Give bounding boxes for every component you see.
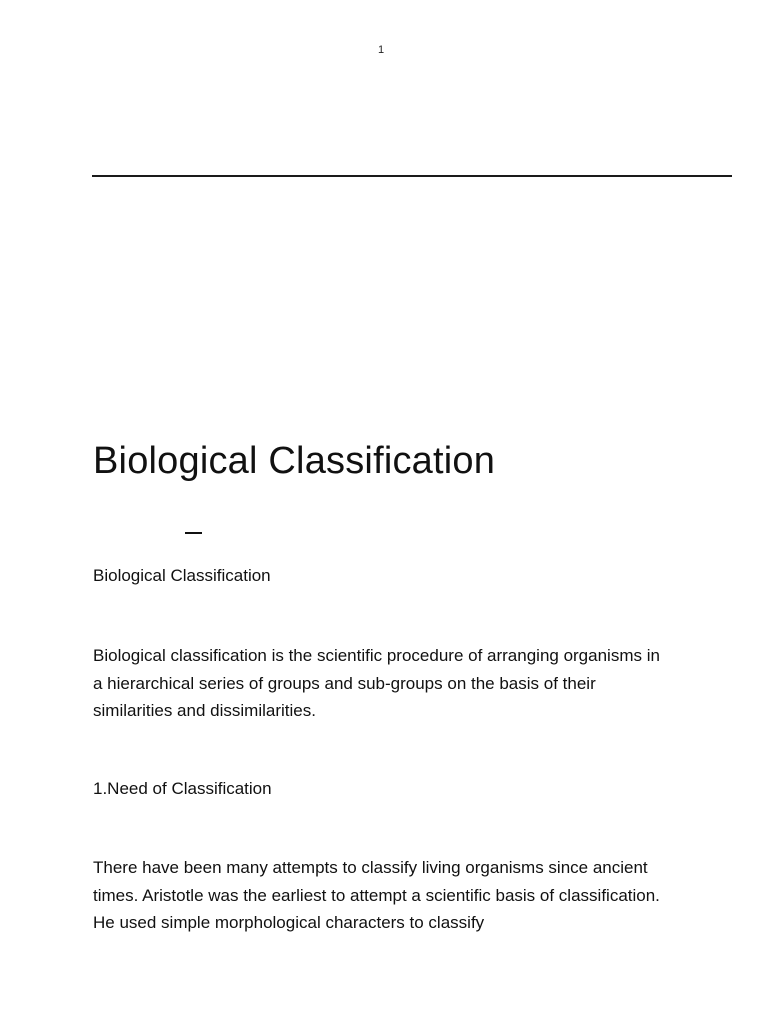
- document-subtitle: Biological Classification: [93, 566, 271, 585]
- header-divider: [92, 175, 732, 177]
- page-number: 1: [378, 44, 385, 56]
- document-title: Biological Classification: [93, 440, 496, 482]
- section-paragraph: There have been many attempts to classify living organisms since ancient times. Aristotle was the earliest to attempt a scientific basis of classification. He used simple morphological characters to classify: [93, 858, 660, 932]
- intro-paragraph: Biological classification is the scientific procedure of arranging organisms in a hierarchical series of groups and sub-groups on the basis of their similarities and dissimilarities.: [93, 646, 660, 720]
- section-heading: 1.Need of Classification: [93, 779, 272, 798]
- title-dash-mark: [185, 532, 202, 534]
